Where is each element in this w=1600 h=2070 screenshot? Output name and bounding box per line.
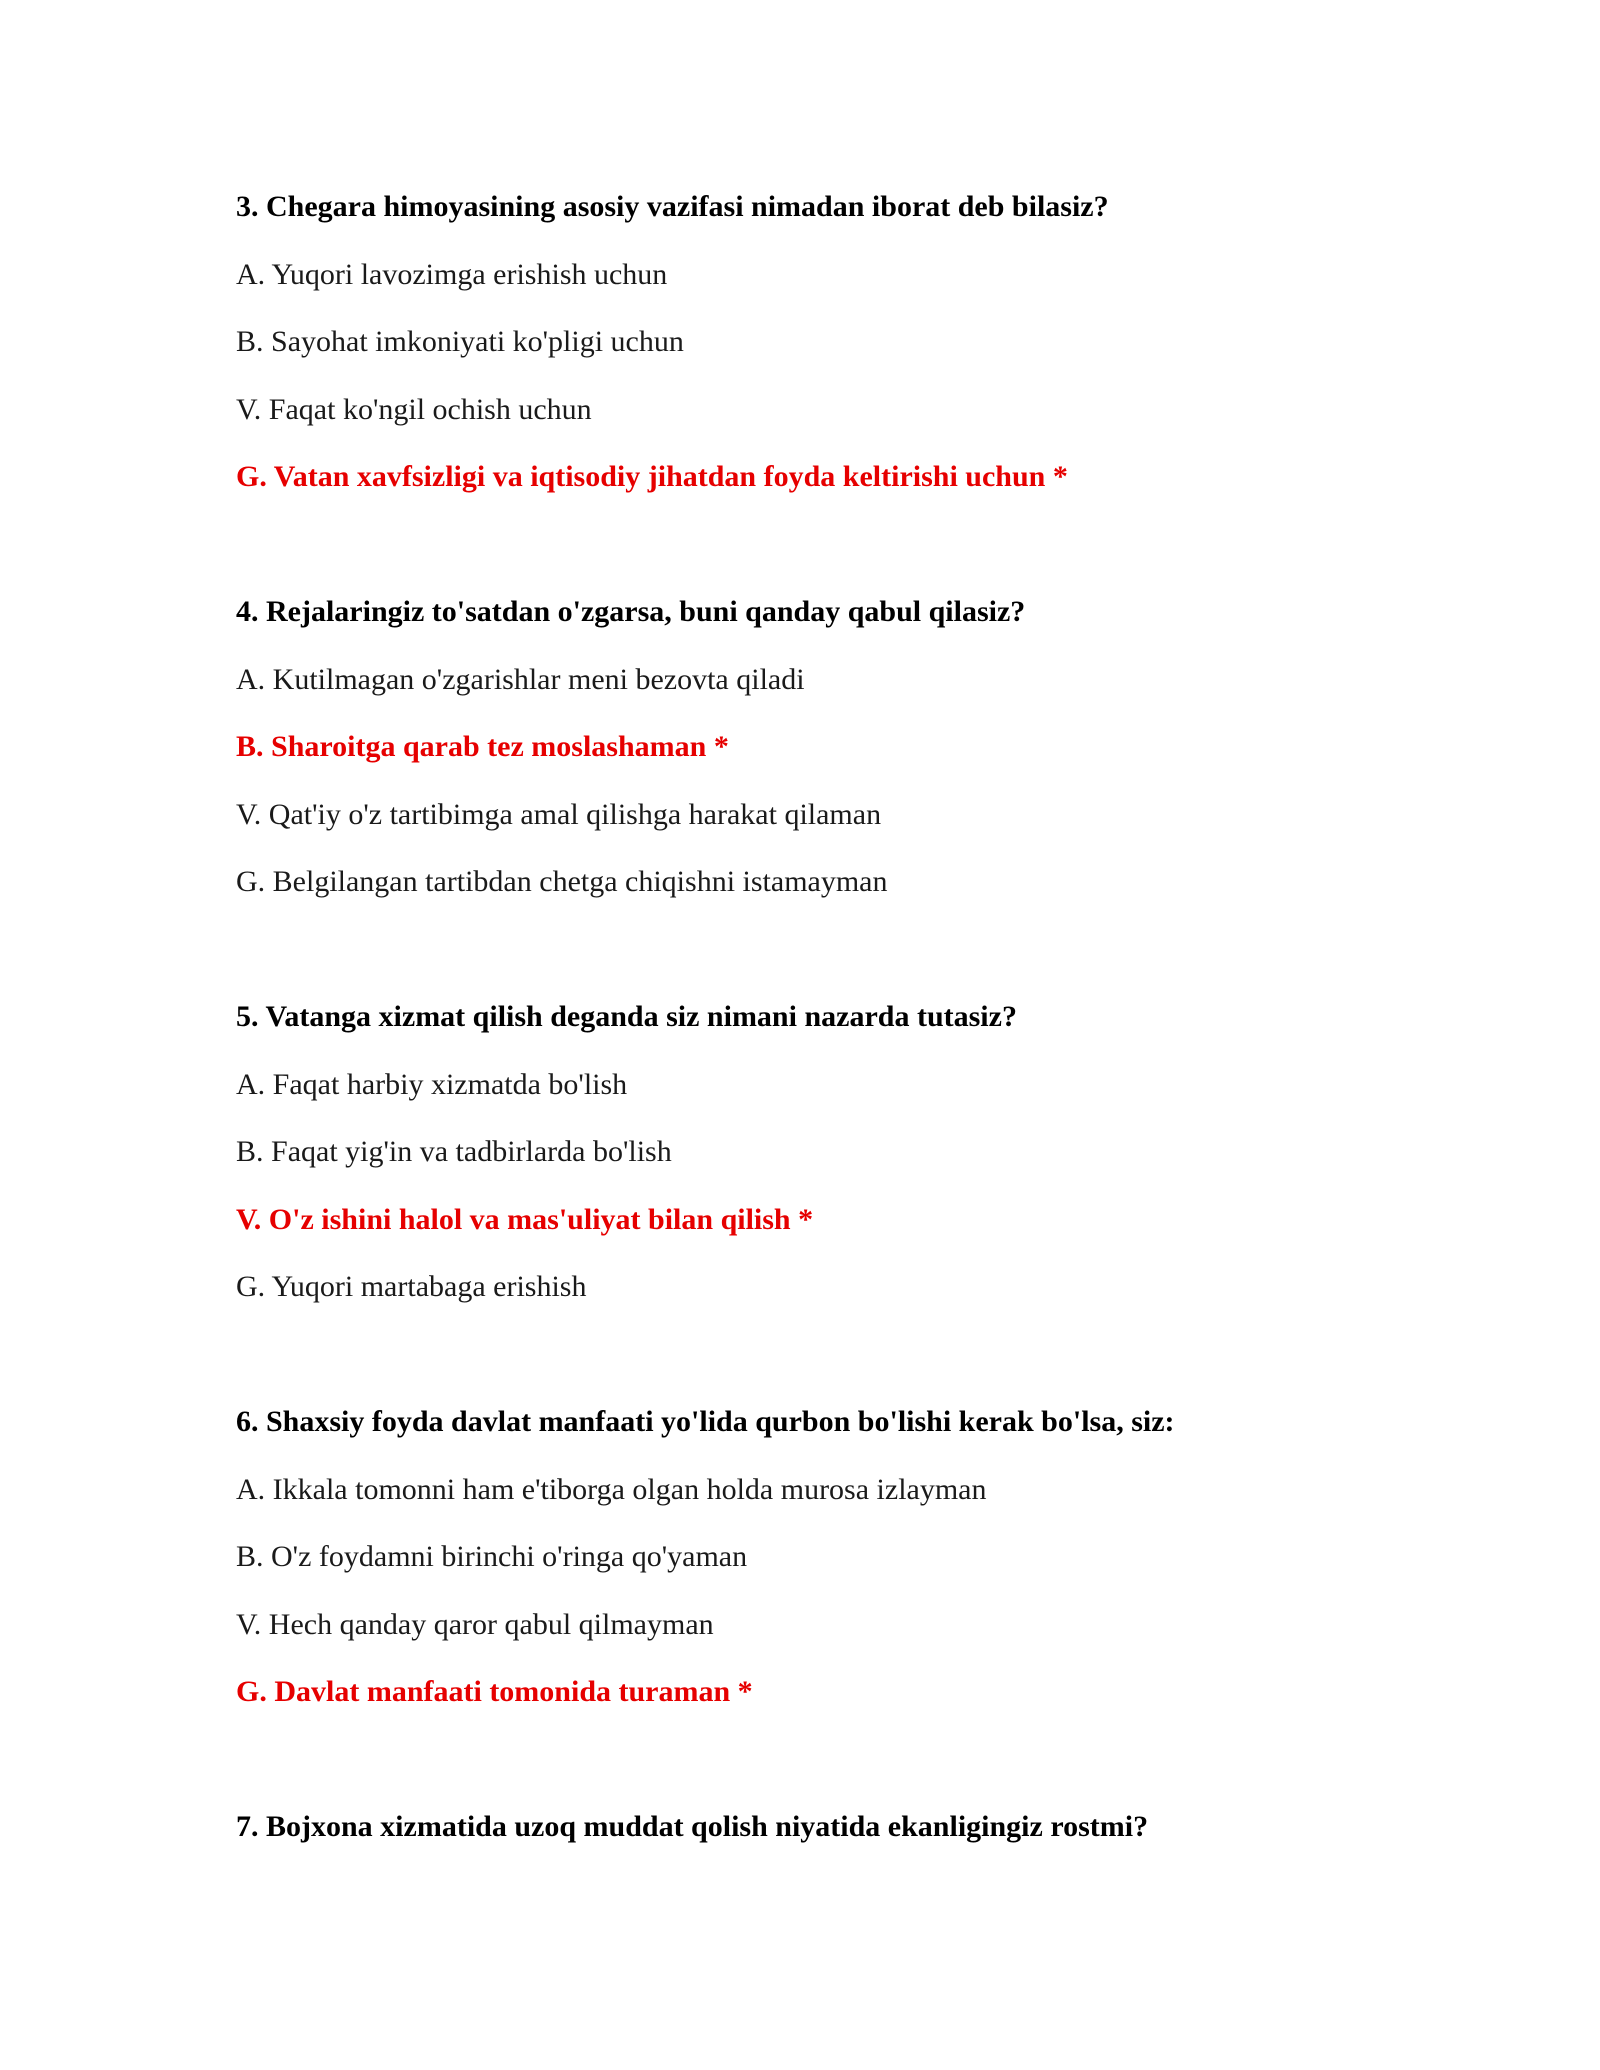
answer-option-v: V. Qat'iy o'z tartibimga amal qilishga harakat qilaman xyxy=(236,797,882,831)
answer-option-b: B. O'z foydamni birinchi o'ringa qo'yaman xyxy=(236,1540,748,1573)
correct-answer-option-g: G. Vatan xavfsizligi va iqtisodiy jihatdan foyda keltirishi uchun * xyxy=(236,460,1068,493)
question-title: 7. Bojxona xizmatida uzoq muddat qolish niyatida ekanligingiz rostmi? xyxy=(236,1810,1149,1843)
question-title: 4. Rejalaringiz to'satdan o'zgarsa, buni qanday qabul qilasiz? xyxy=(236,595,1026,628)
answer-option-a: A. Kutilmagan o'zgarishlar meni bezovta qiladi xyxy=(236,662,805,696)
correct-answer-option-b: B. Sharoitga qarab tez moslashaman * xyxy=(236,730,729,763)
answer-option-g: G. Belgilangan tartibdan chetga chiqishni istamayman xyxy=(236,865,888,898)
answer-option-a: A. Yuqori lavozimga erishish uchun xyxy=(236,257,668,291)
answer-option-b: B. Faqat yig'in va tadbirlarda bo'lish xyxy=(236,1135,672,1168)
answer-option-v: V. Hech qanday qaror qabul qilmayman xyxy=(236,1607,714,1641)
question-4 xyxy=(236,578,1436,916)
answer-option-v: V. Faqat ko'ngil ochish uchun xyxy=(236,392,592,426)
question-3 xyxy=(236,173,1436,511)
question-title: 6. Shaxsiy foyda davlat manfaati yo'lida qurbon bo'lishi kerak bo'lsa, siz: xyxy=(236,1405,1175,1438)
answer-option-b: B. Sayohat imkoniyati ko'pligi uchun xyxy=(236,325,684,358)
question-7 xyxy=(236,1793,1436,1861)
question-title: 3. Chegara himoyasining asosiy vazifasi nimadan iborat deb bilasiz? xyxy=(236,190,1109,223)
answer-option-g: G. Yuqori martabaga erishish xyxy=(236,1270,587,1303)
correct-answer-option-g: G. Davlat manfaati tomonida turaman * xyxy=(236,1675,753,1708)
answer-option-a: A. Ikkala tomonni ham e'tiborga olgan holda murosa izlayman xyxy=(236,1472,987,1506)
answer-option-a: A. Faqat harbiy xizmatda bo'lish xyxy=(236,1067,628,1101)
question-6 xyxy=(236,1388,1436,1726)
correct-answer-option-v: V. O'z ishini halol va mas'uliyat bilan qilish * xyxy=(236,1202,814,1236)
question-5 xyxy=(236,983,1436,1321)
question-title: 5. Vatanga xizmat qilish deganda siz nimani nazarda tutasiz? xyxy=(236,1000,1017,1033)
